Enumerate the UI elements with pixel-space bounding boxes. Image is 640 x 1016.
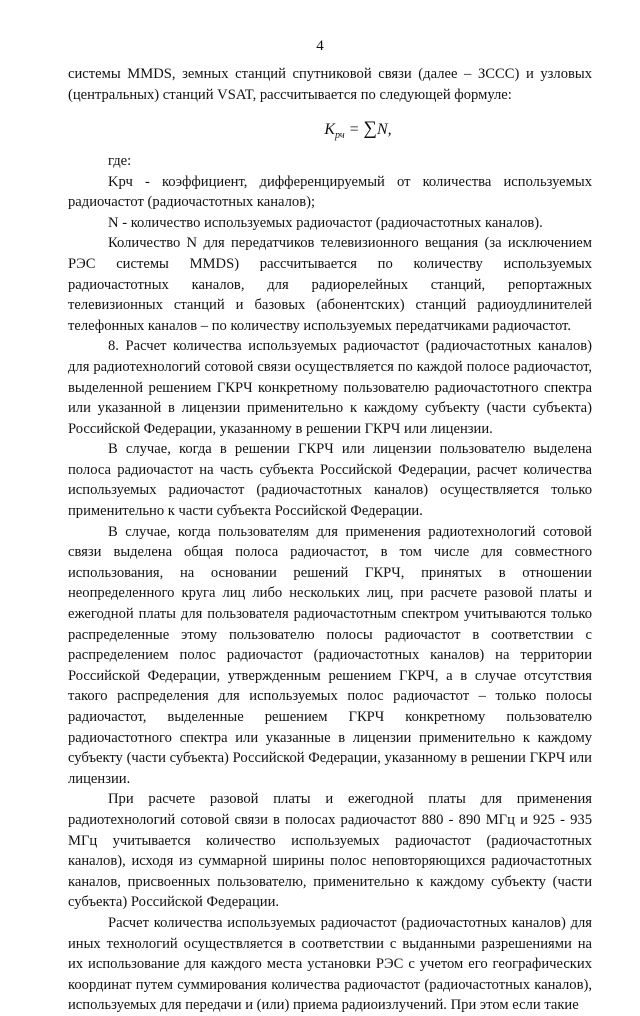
formula-lhs: K	[324, 121, 335, 139]
formula-lhs-subscript: рч	[335, 130, 345, 142]
paragraph-part-subject: В случае, когда в решении ГКРЧ или лицензии пользователю выделена полоса радиочастот на часть субъекта Российской Федерации, расчет количества используемых радиочастот (радиочастотных каналов) осуществляется только применительно к части субъекта Российской Федерации.	[68, 441, 592, 520]
definition-krch: Kрч - коэффициент, дифференцируемый от количества используемых радиочастот (радиочастотных каналов);	[68, 173, 592, 211]
formula-rhs: N	[376, 121, 388, 139]
paragraph-other-technologies: Расчет количества используемых радиочастот (радиочастотных каналов) для иных технологий осуществляется в соответствии с выданными разрешениями на их использование для каждого места установки РЭС с учетом его географических координат путем суммирования количества радиочастот (радиочастотных каналов), используемых для передачи и (или) приема радиоизлучений. При этом если такие	[68, 914, 592, 1014]
paragraph-continuation: системы MMDS, земных станций спутниковой связи (далее – ЗССС) и узловых (центральных) станций VSAT, рассчитывается по следующей формуле:	[68, 66, 592, 103]
sum-icon: ∑	[363, 118, 377, 140]
where-label: где:	[108, 152, 132, 169]
paragraph-quantity-n: Количество N для передатчиков телевизионного вещания (за исключением РЭС системы MMDS) рассчитывается по количеству используемых радиочастотных каналов, для радиорелейных станций, репортажных телевизионных станций и базовых (абонентских) станций радиоудлинителей телефонных каналов – по количеству используемых передатчиками радиочастот.	[68, 235, 592, 334]
paragraph-shared-band: В случае, когда пользователям для применения радиотехнологий сотовой связи выделена общая полоса радиочастот, в том числе для совместного использования, на основании решений ГКРЧ, принятых в отношении неопределенного круга лиц либо нескольких лиц, при расчете разовой платы и ежегодной платы для пользователя радиочастотным спектром учитываются только распределенные этому пользователю полосы радиочастот в соответствии с распределением полос радиочастот (радиочастотных каналов) на территории Российской Федерации, утвержденным решением ГКРЧ, а в случае отсутствия такого распределения для используемых полос радиочастот – только полосы радиочастот, выделенные решением ГКРЧ конкретному пользователю радиочастотного спектра или указанные в лицензии применительно к каждому субъекту (части субъекта) Российской Федерации, указанному в решении ГКРЧ или лицензии.	[68, 523, 592, 787]
document-body	[68, 64, 592, 1016]
formula-equals: =	[348, 121, 360, 139]
page-number: 4	[316, 38, 324, 54]
paragraph-880-890: При расчете разовой платы и ежегодной платы для применения радиотехнологий сотовой связи в полосах радиочастот 880 - 890 МГц и 925 - 935 МГц учитывается количество используемых радиочастот (радиочастотных каналов), исходя из суммарной ширины полос неповторяющихся радиочастотных каналов, присвоенных пользователю, применительно к каждому субъекту (части субъекта) Российской Федерации.	[68, 791, 592, 911]
formula-krch	[68, 119, 592, 147]
paragraph-section-8: 8. Расчет количества используемых радиочастот (радиочастотных каналов) для радиотехнологий сотовой связи осуществляется по каждой полосе радиочастот, выделенной решением ГКРЧ конкретному пользователю радиочастотного спектра или указанной в лицензии применительно к каждому субъекту (части субъекта) Российской Федерации, указанному в решении ГКРЧ или лицензии.	[68, 338, 592, 437]
definition-n: N - количество используемых радиочастот (радиочастотных каналов).	[108, 214, 543, 231]
formula-comma: ,	[387, 121, 392, 139]
